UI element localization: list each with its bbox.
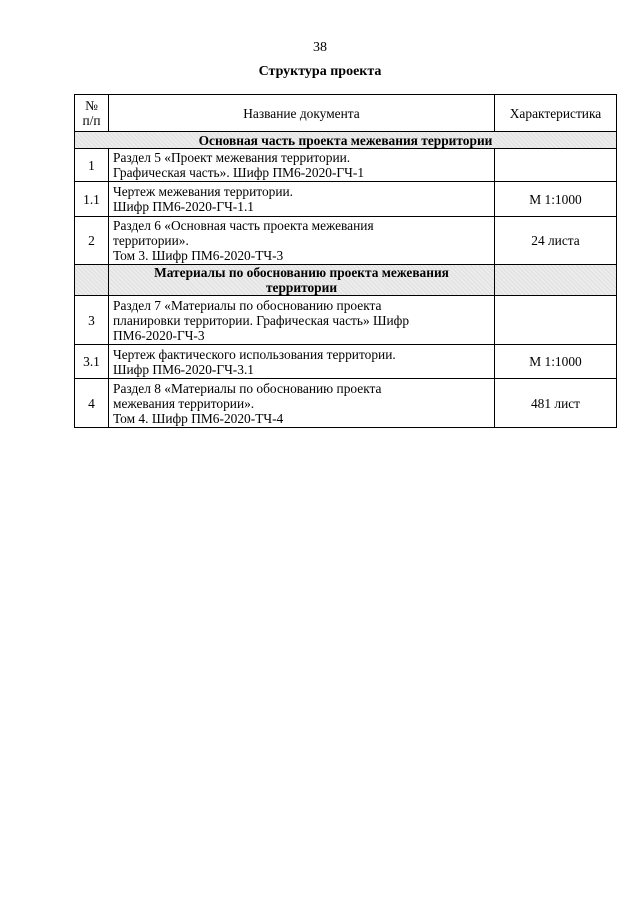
table-row — [75, 345, 617, 379]
name-line: территории». — [113, 233, 189, 248]
name-line: Шифр ПМ6-2020-ГЧ-3.1 — [113, 361, 255, 377]
name-line: Чертеж межевания территории. — [113, 184, 294, 199]
table-row — [75, 296, 617, 345]
row-number: 1 — [75, 149, 109, 182]
row-document-name — [109, 379, 495, 428]
section-empty-cell — [495, 265, 617, 296]
name-line: Том 3. Шифр ПМ6-2020-ТЧ-3 — [113, 248, 284, 263]
name-line: Раздел 6 «Основная часть проекта межевания — [113, 218, 374, 233]
section-title-line: территории — [265, 280, 338, 295]
row-characteristic: М 1:1000 — [495, 182, 617, 217]
section-title-line: Материалы по обоснованию проекта межевания — [154, 265, 449, 280]
row-characteristic: 481 лист — [495, 379, 617, 428]
table-row — [75, 379, 617, 428]
row-characteristic: 24 листа — [495, 217, 617, 265]
header-document-name: Название документа — [109, 95, 495, 132]
name-line: Чертеж фактического использования территории. — [113, 346, 396, 362]
name-line: Шифр ПМ6-2020-ГЧ-1.1 — [113, 199, 255, 214]
row-document-name — [109, 296, 495, 345]
document-title: Структура проекта — [258, 64, 382, 79]
row-number: 2 — [75, 217, 109, 265]
row-number: 3 — [75, 296, 109, 345]
row-number: 4 — [75, 379, 109, 428]
row-document-name — [109, 182, 495, 217]
row-document-name — [109, 345, 495, 379]
name-line: Раздел 7 «Материалы по обоснованию проекта — [113, 297, 382, 313]
name-line: ПМ6-2020-ГЧ-3 — [113, 327, 205, 343]
section-row — [75, 132, 617, 149]
name-line: межевания территории». — [113, 395, 255, 411]
section-row — [75, 265, 617, 296]
row-number: 3.1 — [75, 345, 109, 379]
header-characteristic: Характеристика — [495, 95, 617, 132]
header-number-line: п/п — [82, 113, 101, 128]
header-number-line: № — [85, 98, 98, 113]
table-header-row — [75, 95, 617, 132]
table-row — [75, 182, 617, 217]
row-number: 1.1 — [75, 182, 109, 217]
row-characteristic — [495, 149, 617, 182]
row-document-name — [109, 217, 495, 265]
name-line: планировки территории. Графическая часть» Шифр — [113, 312, 410, 328]
table-row — [75, 217, 617, 265]
name-line: Графическая часть». Шифр ПМ6-2020-ГЧ-1 — [113, 165, 365, 180]
section-title: Основная часть проекта межевания территории — [75, 132, 617, 149]
page-number: 38 — [313, 40, 327, 55]
row-characteristic — [495, 296, 617, 345]
name-line: Том 4. Шифр ПМ6-2020-ТЧ-4 — [113, 410, 284, 426]
project-structure-table — [74, 94, 617, 428]
header-number — [75, 95, 109, 132]
name-line: Раздел 8 «Материалы по обоснованию проекта — [113, 380, 382, 396]
table-row — [75, 149, 617, 182]
row-document-name — [109, 149, 495, 182]
row-characteristic: М 1:1000 — [495, 345, 617, 379]
name-line: Раздел 5 «Проект межевания территории. — [113, 150, 351, 165]
section-empty-cell — [75, 265, 109, 296]
section-title — [109, 265, 495, 296]
